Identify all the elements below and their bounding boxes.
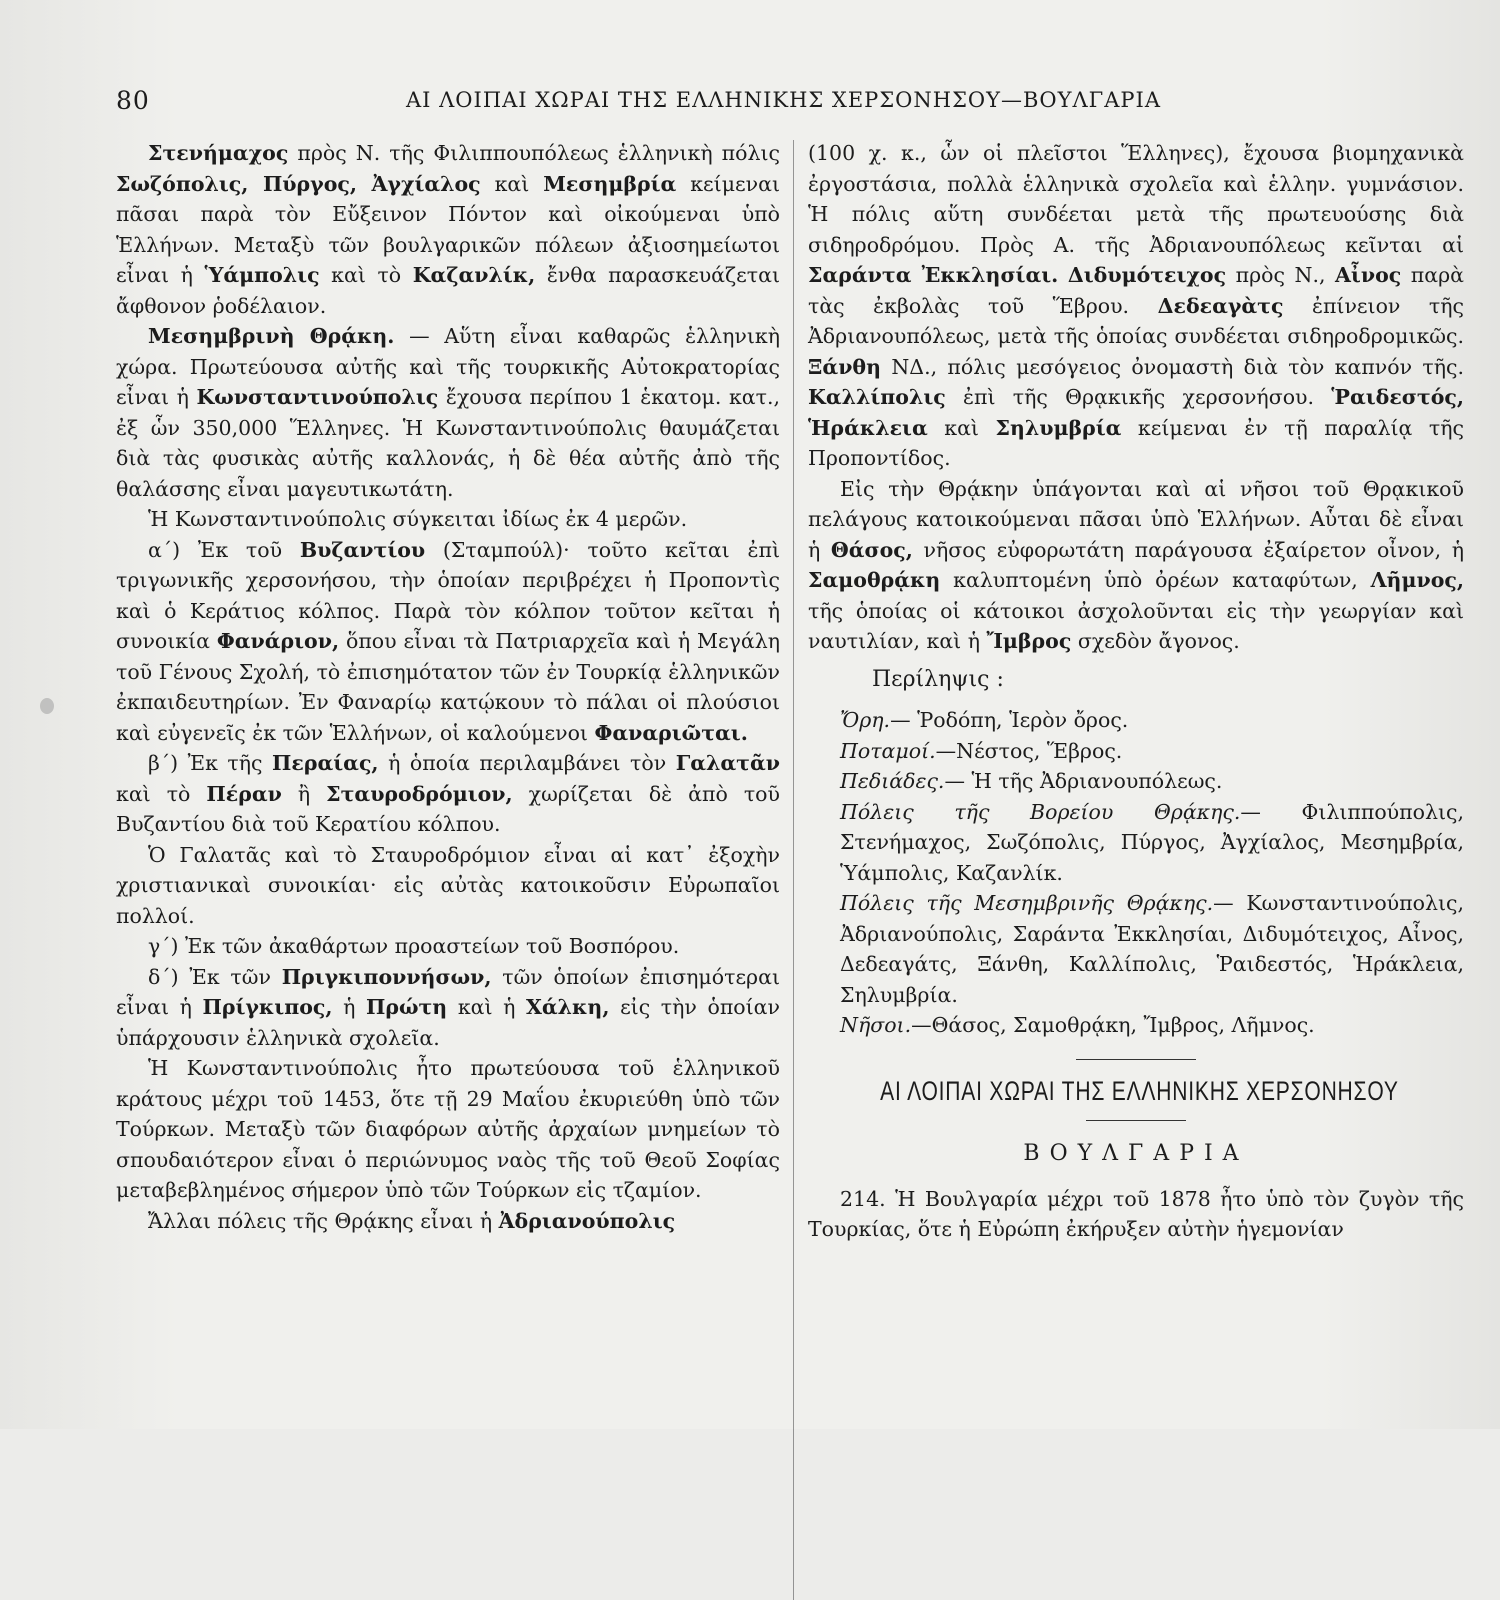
bold-term: Σταυροδρόμιον, <box>326 781 513 806</box>
text-run: ἐπὶ τῆς Θρᾳκικῆς χερσονήσου. <box>945 385 1332 409</box>
bold-term: Κωνσταντινούπολις <box>196 385 439 409</box>
bold-term: Πρώτη <box>366 995 448 1019</box>
bold-term: Αἶνος <box>1335 263 1402 287</box>
bold-term: Λῆμνος, <box>1370 568 1464 592</box>
text-run: ἔνθα παρασκευάζεται ἄφθονον ῥοδέλαιον. <box>116 263 780 318</box>
paragraph-peraia <box>116 748 780 840</box>
section-rule-short <box>1086 1120 1186 1121</box>
section-rule <box>1076 1059 1196 1060</box>
bold-term: Σωζόπολις, Πύργος, Ἀγχίαλος <box>116 171 481 196</box>
text-run: — Αὕτη εἶναι καθαρῶς ἑλληνικὴ χώρα. Πρωτεύουσα αὐτῆς καὶ τῆς τουρκικῆς Αὐτοκρατορίας εἶναι ἡ <box>116 324 780 409</box>
bold-term: Δεδεαγὰτς <box>1157 293 1284 318</box>
summary-text: —Θάσος, Σαμοθρᾴκη, Ἴμβρος, Λῆμνος. <box>911 1013 1315 1037</box>
summary-text: —Νέστος, Ἕβρος. <box>935 738 1123 763</box>
text-run: α΄) Ἐκ τοῦ <box>148 537 300 562</box>
paragraph-byzantium <box>116 535 780 749</box>
bold-term: Μεσημβρινὴ Θρᾴκη. <box>148 324 395 348</box>
bold-term: Ἴμβρος <box>986 629 1072 653</box>
text-run: ἔχουσα περίπου 1 ἑκατομ. κατ., ἐξ ὧν 350,000 Ἕλληνες. Ἡ Κωνσταντινούπολις θαυμάζεται διὰ τὰς φυσικὰς αὐτῆς καλλονάς, ἡ δὲ θέα αὐτῆς ἀπὸ τῆς θαλάσσης εἶναι μαγευτικωτάτη. <box>116 385 780 501</box>
bold-term: Μεσημβρία <box>543 171 677 196</box>
text-run: πρὸς Ν. τῆς Φιλιππουπόλεως ἑλληνικὴ πόλις <box>288 141 780 165</box>
ink-spot <box>40 698 54 714</box>
text-run: δ΄) Ἐκ τῶν <box>148 964 282 989</box>
paragraph-other-cities <box>116 1206 780 1237</box>
summary-text: — Ἡ τῆς Ἀδριανουπόλεως. <box>944 769 1223 793</box>
text-run: Ἄλλαι πόλεις τῆς Θρᾴκης εἶναι ἡ <box>148 1208 499 1233</box>
text-run: (100 χ. κ., ὧν οἱ πλεῖστοι Ἕλληνες), ἔχουσα βιομηχανικὰ ἐργοστάσια, πολλὰ ἑλληνικὰ σχολεῖα καὶ ἑλλην. γυμνάσιον. Ἡ πόλις αὕτη συνδέεται μετὰ τῆς πρωτευούσης διὰ σιδηροδρόμου. Πρὸς Α. τῆς Ἀδριανουπόλεως κεῖνται αἱ <box>808 141 1464 257</box>
text-run: νῆσος εὐφορωτάτη παράγουσα ἐξαίρετον οἶνον, ἡ <box>912 537 1464 562</box>
paragraph-thracian-islands <box>808 474 1464 657</box>
summary-label: Πόλεις τῆς Βορείου Θρᾴκης. <box>840 799 1241 824</box>
text-run: ἦτο ὑπὸ τὸν ζυγὸν τῆς Τουρκίας, ὅτε ἡ Εὐρώπη ἐκήρυξεν αὐτὴν ἡγεμονίαν <box>808 1186 1464 1241</box>
bold-term: Διδυμότειχος <box>1067 263 1227 287</box>
page-header <box>116 86 1476 122</box>
bold-term: Βυζαντίου <box>299 537 426 562</box>
summary-item <box>808 1010 1464 1041</box>
text-run: ΝΔ., πόλις μεσόγειος ὀνομαστὴ διὰ τὸν καπνόν τῆς. <box>881 354 1464 379</box>
text-run: κείμεναι ἐν τῇ παραλίᾳ τῆς Προποντίδος. <box>808 415 1464 470</box>
text-run: Ἡ Βουλγαρία μέχρι τοῦ <box>895 1186 1159 1211</box>
summary-label: Πόλεις τῆς Μεσημβρινῆς Θρᾴκης. <box>840 891 1214 915</box>
bold-term: Σαράντα Ἐκκλησίαι. <box>808 263 1059 287</box>
text-run: εἰς τὴν ὁποίαν ὑπάρχουσιν ἑλληνικὰ σχολεῖα. <box>116 995 780 1050</box>
paragraph-adrianople-continued <box>808 138 1464 474</box>
summary-list <box>808 705 1464 1041</box>
bold-term: Γαλατᾶν <box>675 751 780 775</box>
bold-term: Καλλίπολις <box>808 385 946 409</box>
bold-term: Πέραν <box>206 781 282 806</box>
text-run: ὅπου εἶναι τὰ Πατριαρχεῖα καὶ ἡ Μεγάλη τοῦ Γένους Σχολή, τὸ ἐπισημότατον τῶν ἐν Τουρκίᾳ ἑλληνικῶν ἐκπαιδευτηρίων. Ἐν Φαναρίῳ κατῴκουν τὸ πάλαι οἱ πλούσιοι καὶ εὐγενεῖς ἐκ τῶν Ἑλλήνων, οἱ καλούμενοι <box>116 629 780 745</box>
text-run: καὶ <box>927 415 996 440</box>
text-run: τῶν ὁποίων ἐπισημότεραι εἶναι ἡ <box>116 964 780 1019</box>
text-run: καλυπτομένη ὑπὸ ὀρέων καταφύτων, <box>940 568 1371 592</box>
paragraph-south-thrace <box>116 321 780 504</box>
summary-item <box>808 705 1464 736</box>
section-subtitle: ΒΟΥΛΓΑΡΙΑ <box>1023 1141 1249 1166</box>
summary-text: — Κωνσταντινούπολις, Ἀδριανούπολις, Σαράντα Ἐκκλησίαι, Διδυμότειχος, Αἶνος, Δεδεαγάτς, Ξάνθη, Καλλίπολις, Ῥαιδεστός, Ἡράκλεια, Σηλυμβρία. <box>840 891 1464 1007</box>
text-run: παρὰ τὰς ἐκβολὰς τοῦ Ἕβρου. <box>808 263 1464 318</box>
paragraph-four-parts: Ἡ Κωνσταντινούπολις σύγκειται ἰδίως ἐκ 4 μερῶν. <box>148 507 688 531</box>
bold-term: Ῥαιδεστός, <box>1331 385 1464 409</box>
bold-term: Σηλυμβρία <box>995 415 1122 440</box>
text-run: καὶ <box>480 171 544 196</box>
summary-text: — Ῥοδόπη, Ἱερὸν ὄρος. <box>890 708 1129 732</box>
summary-label: Νῆσοι. <box>840 1013 912 1037</box>
summary-item <box>808 766 1464 797</box>
text-run: β΄) Ἐκ τῆς <box>148 751 273 775</box>
paragraph-north-thrace-cities <box>116 138 780 321</box>
summary-item <box>808 888 1464 1010</box>
bold-term: Σαμοθρᾴκη <box>808 568 941 592</box>
left-column <box>116 138 780 1236</box>
text-run: ἐπίνειον τῆς Ἀδριανουπόλεως, μετὰ τῆς ὁποίας συνδέεται σιδηροδρομικῶς. <box>808 293 1464 348</box>
bold-term: Ξάνθη <box>808 354 882 379</box>
text-run: καὶ τὸ <box>319 263 413 287</box>
bold-term: Πρίγκιπος, <box>202 995 333 1019</box>
summary-text: — Φιλιππούπολις, Στενήμαχος, Σωζόπολις, Πύργος, Ἀγχίαλος, Μεσημβρία, Ὑάμπολις, Καζανλίκ. <box>840 799 1464 885</box>
bold-term: Χάλκη, <box>526 995 610 1019</box>
summary-label: Ποταμοί. <box>840 738 936 763</box>
summary-heading: Περίληψις : <box>872 666 1004 692</box>
year-text: 1878 <box>1158 1186 1211 1211</box>
paragraph-constantinople-history: Ἡ Κωνσταντινούπολις ἦτο πρωτεύουσα τοῦ ἑλληνικοῦ κράτους μέχρι τοῦ 1453, ὅτε τῇ 29 Μαΐου ἐκυριεύθη ὑπὸ τῶν Τούρκων. Μεταξὺ τῶν διαφόρων αὐτῆς ἀρχαίων μνημείων τὸ σπουδαιότερον εἶναι ὁ περιώνυμος ναὸς τῆς τοῦ Θεοῦ Σοφίας μεταβεβλημένος σήμερον ὑπὸ τῶν Τούρκων εἰς τζαμίον. <box>116 1056 780 1202</box>
bold-term: Θάσος, <box>830 537 913 562</box>
bold-term: Ἀδριανούπολις <box>498 1208 676 1233</box>
running-head: ΑΙ ΛΟΙΠΑΙ ΧΩΡΑΙ ΤΗΣ ΕΛΛΗΝΙΚΗΣ ΧΕΡΣΟΝΗΣΟΥ—ΒΟΥΛΓΑΡΙΑ <box>406 88 1161 112</box>
text-run: κείμεναι πᾶσαι παρὰ τὸν Εὔξεινον Πόντον καὶ οἰκούμεναι ὑπὸ Ἑλλήνων. Μεταξὺ τῶν βουλγαρικῶν πόλεων ἀξιοσημείωτοι εἶναι ἡ <box>116 171 780 287</box>
summary-label: Πεδιάδες. <box>840 769 945 793</box>
summary-item <box>808 797 1464 889</box>
right-column <box>808 138 1464 1245</box>
paragraph-bosporus: γ΄) Ἐκ τῶν ἀκαθάρτων προαστείων τοῦ Βοσπόρου. <box>148 934 680 958</box>
text-run: χωρίζεται δὲ ἀπὸ τοῦ Βυζαντίου διὰ τοῦ Κερατίου κόλπου. <box>116 781 780 836</box>
paragraph-princes-islands <box>116 962 780 1054</box>
summary-label: Ὄρη. <box>840 708 891 732</box>
paragraph-number: 214. <box>840 1186 896 1211</box>
text-run: πρὸς Ν., <box>1226 263 1336 287</box>
bold-term: Φανάριον, <box>216 629 340 653</box>
text-run: καὶ ἡ <box>447 995 526 1019</box>
bold-term: Περαίας, <box>272 751 379 775</box>
text-run: τῆς ὁποίας οἱ κάτοικοι ἀσχολοῦνται εἰς τὴν γεωργίαν καὶ ναυτιλίαν, καὶ ἡ <box>808 598 1464 653</box>
paragraph-galata: Ὁ Γαλατᾶς καὶ τὸ Σταυροδρόμιον εἶναι αἱ κατ᾽ ἐξοχὴν χριστιανικαὶ συνοικίαι· εἰς αὐτὰς κατοικοῦσιν Εὐρωπαῖοι πολλοί. <box>116 842 780 928</box>
text-run: ἡ <box>332 995 366 1019</box>
text-run: σχεδὸν ἄγονος. <box>1071 629 1240 653</box>
paragraph-bulgaria-214 <box>808 1184 1464 1245</box>
bold-term: Στενήμαχος <box>148 141 289 165</box>
text-run: Εἰς τὴν Θρᾴκην ὑπάγονται καὶ αἱ νῆσοι τοῦ Θρᾳκικοῦ πελάγους κατοικούμεναι πᾶσαι ὑπὸ Ἑλλήνων. Αὗται δὲ εἶναι ἡ <box>808 476 1464 562</box>
text-run: ἡ ὁποία περιλαμβάνει τὸν <box>378 751 676 775</box>
text-run: καὶ τὸ <box>116 781 207 806</box>
text-run: (Σταμπούλ)· τοῦτο κεῖται ἐπὶ τριγωνικῆς χερσονήσου, τὴν ὁποίαν περιβρέχει ἡ Προποντὶς καὶ ὁ Κεράτιος κόλπος. Παρὰ τὸν κόλπον τοῦτον κεῖται ἡ συνοικία <box>116 537 780 653</box>
bold-term: Καζανλίκ, <box>412 263 536 287</box>
column-divider <box>793 140 794 1600</box>
bold-term: Ἡράκλεια <box>808 415 928 440</box>
text-run: ἢ <box>281 781 327 806</box>
section-title: ΑΙ ΛΟΙΠΑΙ ΧΩΡΑΙ ΤΗΣ ΕΛΛΗΝΙΚΗΣ ΧΕΡΣΟΝΗΣΟΥ <box>880 1075 1399 1106</box>
summary-item <box>808 736 1464 767</box>
bold-term: Πριγκιποννήσων, <box>281 964 492 989</box>
bold-term: Φαναριῶται. <box>594 720 748 745</box>
page-number: 80 <box>116 86 150 115</box>
text-run <box>1058 263 1068 287</box>
bold-term: Ὑάμπολις <box>204 263 320 287</box>
